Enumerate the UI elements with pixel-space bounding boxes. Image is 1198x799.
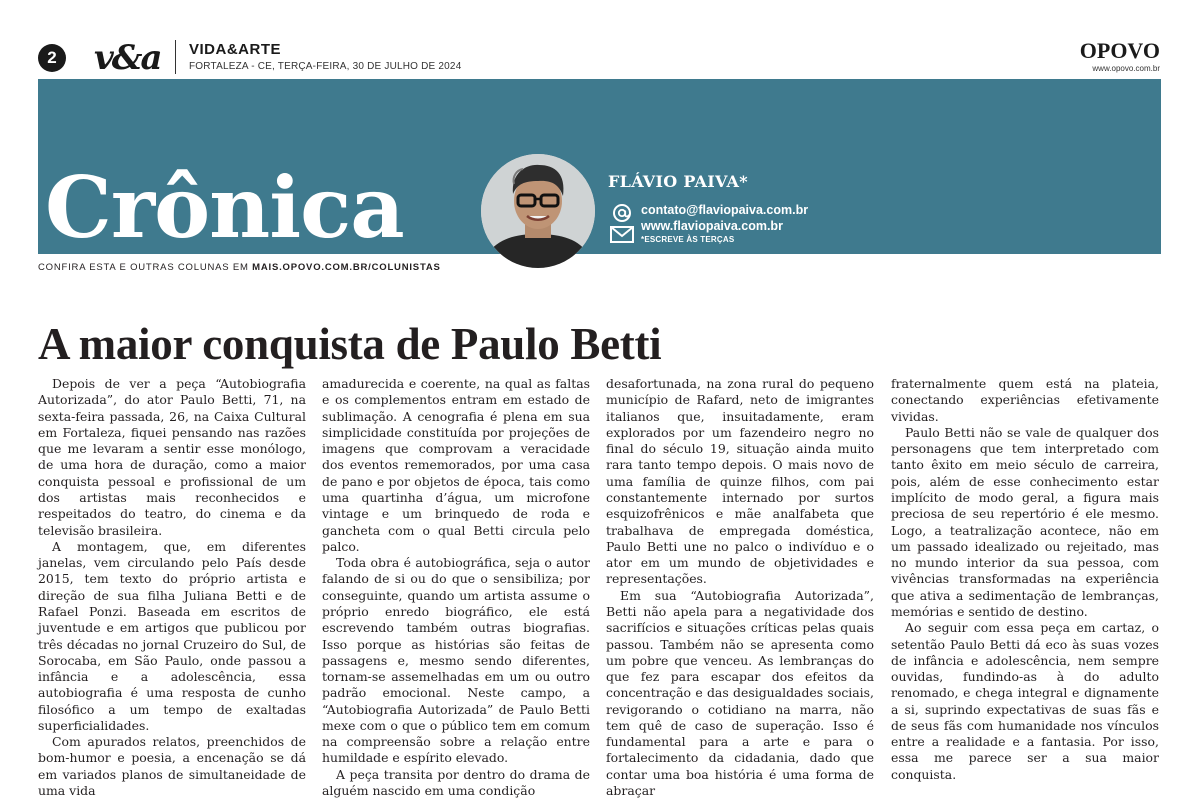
paragraph: A montagem, que, em diferentes janelas, vem circulando pelo País desde 2015, tem texto do próprio artista e direção de sua filha Juliana Betti e de Rafael Ponzi. Baseada em escritos de juventude e em artigos que publicou por três décadas no jornal Cruzeiro do Sul, de Sorocaba, em São Paulo, onde passou a infância e a adolescência, essa autobiografia é uma resposta de cunho filosófico a um tempo de exaltadas superficialidades. [38, 538, 306, 733]
paragraph: A peça transita por dentro do drama de alguém nascido em uma condição [322, 766, 590, 799]
paragraph: Paulo Betti não se vale de qualquer dos personagens que tem interpretado com tanto êxito em meio século de carreira, pois, além de esse conhecimento estar implícito de modo geral, a figura mais preciosa de seu repertório é ele mesmo. Logo, a teatralização acontece, não em um passado idealizado ou rejeitado, mas no mundo interior da sua pessoa, com vivências transformadas na experiência que ativa a sedimentação de lembranças, memórias e sentido de destino. [891, 424, 1159, 619]
brand-logo: OPOVO [1079, 38, 1160, 63]
paragraph: Em sua “Autobiografia Autorizada”, Betti não apela para a negatividade dos sacrifícios e situações críticas pelas quais passou. Também não se apresenta como um pobre que venceu. As lembranças do que fez para escapar dos efeitos da concentração e das desigualdades sociais, revigorando o cotidiano na marra, não tem quê de caso de superação. Isso é fundamental para a arte e para o fortalecimento da cidadania, dado que contar uma boa história é uma forma de abraçar [606, 587, 874, 799]
dateline: FORTALEZA - CE, TERÇA-FEIRA, 30 DE JULHO DE 2024 [189, 61, 462, 72]
brand-url[interactable]: www.opovo.com.br [1092, 64, 1160, 73]
paragraph: Ao seguir com essa peça em cartaz, o setentão Paulo Betti dá eco às suas vozes de infância e adolescência, nem sempre ouvidas, fundindo-as à do adulto renomado, e chega integral e dignamente a si, suprindo expectativas de suas fãs e de seus fãs com humanidade nos vínculos entre a realidade e a fantasia. Por isso, essa me parece ser a sua maior conquista. [891, 620, 1159, 782]
brand-block [1080, 40, 1160, 73]
article-column-1 [38, 376, 306, 799]
column-title: Crônica [45, 158, 404, 257]
author-email[interactable]: contato@flaviopaiva.com.br [641, 203, 809, 217]
paragraph: amadurecida e coerente, na qual as faltas e os complementos entram em estado de sublimação. A cenografia é plena em sua simplicidade constituída por projeções de imagens que comprovam a veracidade dos eventos rememorados, por uma casa de pano e por objetos de época, tais como uma quartinha d’água, um microfone vintage e um brinquedo de roda e gancheta com o qual Betti circula pelo palco. [322, 376, 590, 554]
article-column-3 [606, 376, 874, 799]
promo-prefix: CONFIRA ESTA E OUTRAS COLUNAS EM [38, 262, 253, 273]
contact-icons [609, 203, 637, 245]
page-number: 2 [38, 44, 66, 72]
schedule-note: *ESCREVE ÀS TERÇAS [641, 235, 735, 244]
promo-line [38, 262, 441, 273]
at-sign-icon [614, 205, 630, 221]
paragraph: Com apurados relatos, preenchidos de bom-humor e poesia, a encenação se dá em variados planos de simultaneidade de uma vida [38, 734, 306, 799]
author-photo [481, 154, 595, 268]
author-website[interactable]: www.flaviopaiva.com.br [641, 219, 783, 233]
article-headline: A maior conquista de Paulo Betti [38, 319, 662, 370]
section-name: VIDA&ARTE [189, 41, 282, 58]
header-divider [175, 40, 176, 74]
section-logo: v&a [94, 38, 161, 78]
paragraph: desafortunada, na zona rural do pequeno município de Rafard, neto de imigrantes italianos que, insuitadamente, eram explorados por um fazendeiro negro no final do século 19, situação ainda muito rara tanto tempo depois. O mais novo de uma família de quinze filhos, com pai constantemente internado por surtos esquizofrênicos e mãe analfabeta que trabalhava de empregada doméstica, Paulo Betti une no palco o indivíduo e o ator em um mundo de objetividades e representações. [606, 376, 874, 587]
paragraph: fraternalmente quem está na plateia, conectando experiências efetivamente vividas. [891, 376, 1159, 424]
article-column-4 [891, 376, 1159, 783]
paragraph: Depois de ver a peça “Autobiografia Autorizada”, do ator Paulo Betti, 71, na sexta-feira passada, 26, na Caixa Cultural em Fortaleza, fiquei pensando nas razões que me levaram a sentir esse monólogo, de uma hora de duração, como a maior conquista pessoal e profissional de um dos artistas mais reconhecidos e respeitados do teatro, do cinema e da televisão brasileira. [38, 376, 306, 538]
author-name: FLÁVIO PAIVA* [608, 172, 748, 191]
promo-link[interactable]: MAIS.OPOVO.COM.BR/COLUNISTAS [252, 262, 441, 273]
article-column-2 [322, 376, 590, 799]
envelope-icon [611, 227, 633, 242]
paragraph: Toda obra é autobiográfica, seja o autor falando de si ou do que o sensibiliza; por conseguinte, quando um artista assume o próprio enredo biográfico, ele está escrevendo também outras biografias. Isso porque as histórias são feitas de passagens e, mesmo sendo diferentes, tornam-se assemelhadas em um ou outro padrão emocional. Neste campo, a “Autobiografia Autorizada” de Paulo Betti mexe com o que o público tem em comum na compreensão sobre a relação entre humildade e espírito elevado. [322, 555, 590, 766]
page-header [0, 0, 1198, 78]
